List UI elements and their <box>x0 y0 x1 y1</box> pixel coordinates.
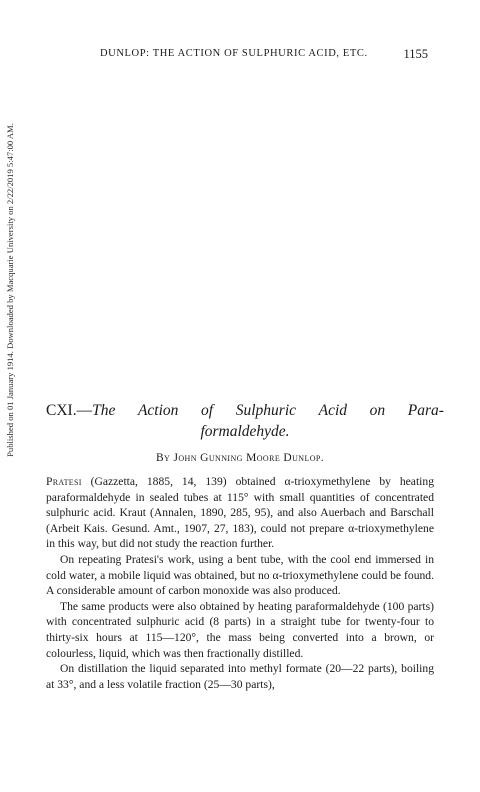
page-number: 1155 <box>403 47 428 61</box>
article-title <box>46 400 444 442</box>
running-title: DUNLOP: THE ACTION OF SULPHURIC ACID, ETC. <box>100 48 368 59</box>
article-body <box>46 474 434 692</box>
side-margin <box>2 60 18 520</box>
title-word: Para- <box>407 402 444 419</box>
article-number: CXI.— <box>46 402 93 419</box>
title-line-1 <box>46 400 444 421</box>
author-byline: By John Gunning Moore Dunlop. <box>155 452 325 464</box>
paragraph: On repeating Pratesi's work, using a bent tube, with the cool end immersed in cold water, a mobile liquid was obtained, but no α-trioxymethylene could be found. A considerable amount of carbon monoxide was also produced. <box>46 552 434 598</box>
title-word: The <box>92 402 116 419</box>
download-notice: Published on 01 January 1914. Downloaded by Macquarie University on 2/22/2019 5:47:00 AM. <box>5 123 15 457</box>
title-word: Sulphuric <box>235 402 297 419</box>
lead-name: Pratesi <box>46 475 82 488</box>
title-word: on <box>369 402 386 419</box>
title-word: Action <box>137 402 179 419</box>
paragraph: The same products were also obtained by heating paraformaldehyde (100 parts) with concentrated sulphuric acid (8 parts) in a straight tube for twenty-four to thirty-six hours at 115—120°, the mass being converted into a brown, or colourless, liquid, which was then fractionally distilled. <box>46 599 434 660</box>
title-word: of <box>201 402 214 419</box>
title-number-word <box>46 400 115 421</box>
paragraph: Pratesi (Gazzetta, 1885, 14, 139) obtained α-trioxymethylene by heating paraformaldehyde in sealed tubes at 115° with small quantities of concentrated sulphuric acid. Kraut (Annalen, 1890, 285, 95), and also Auerbach and Barschall (Arbeit Kais. Gesund. Amt., 1907, 27, 183), could not prepare α-trioxymethylene in this way, but did not study the reaction further. <box>46 475 434 551</box>
running-header <box>100 48 428 62</box>
title-word: Acid <box>318 402 348 419</box>
paragraph: On distillation the liquid separated into methyl formate (20—22 parts), boiling at 33°, and a less volatile fraction (25—30 parts), <box>46 662 434 691</box>
title-line-2: formaldehyde. <box>200 423 290 440</box>
